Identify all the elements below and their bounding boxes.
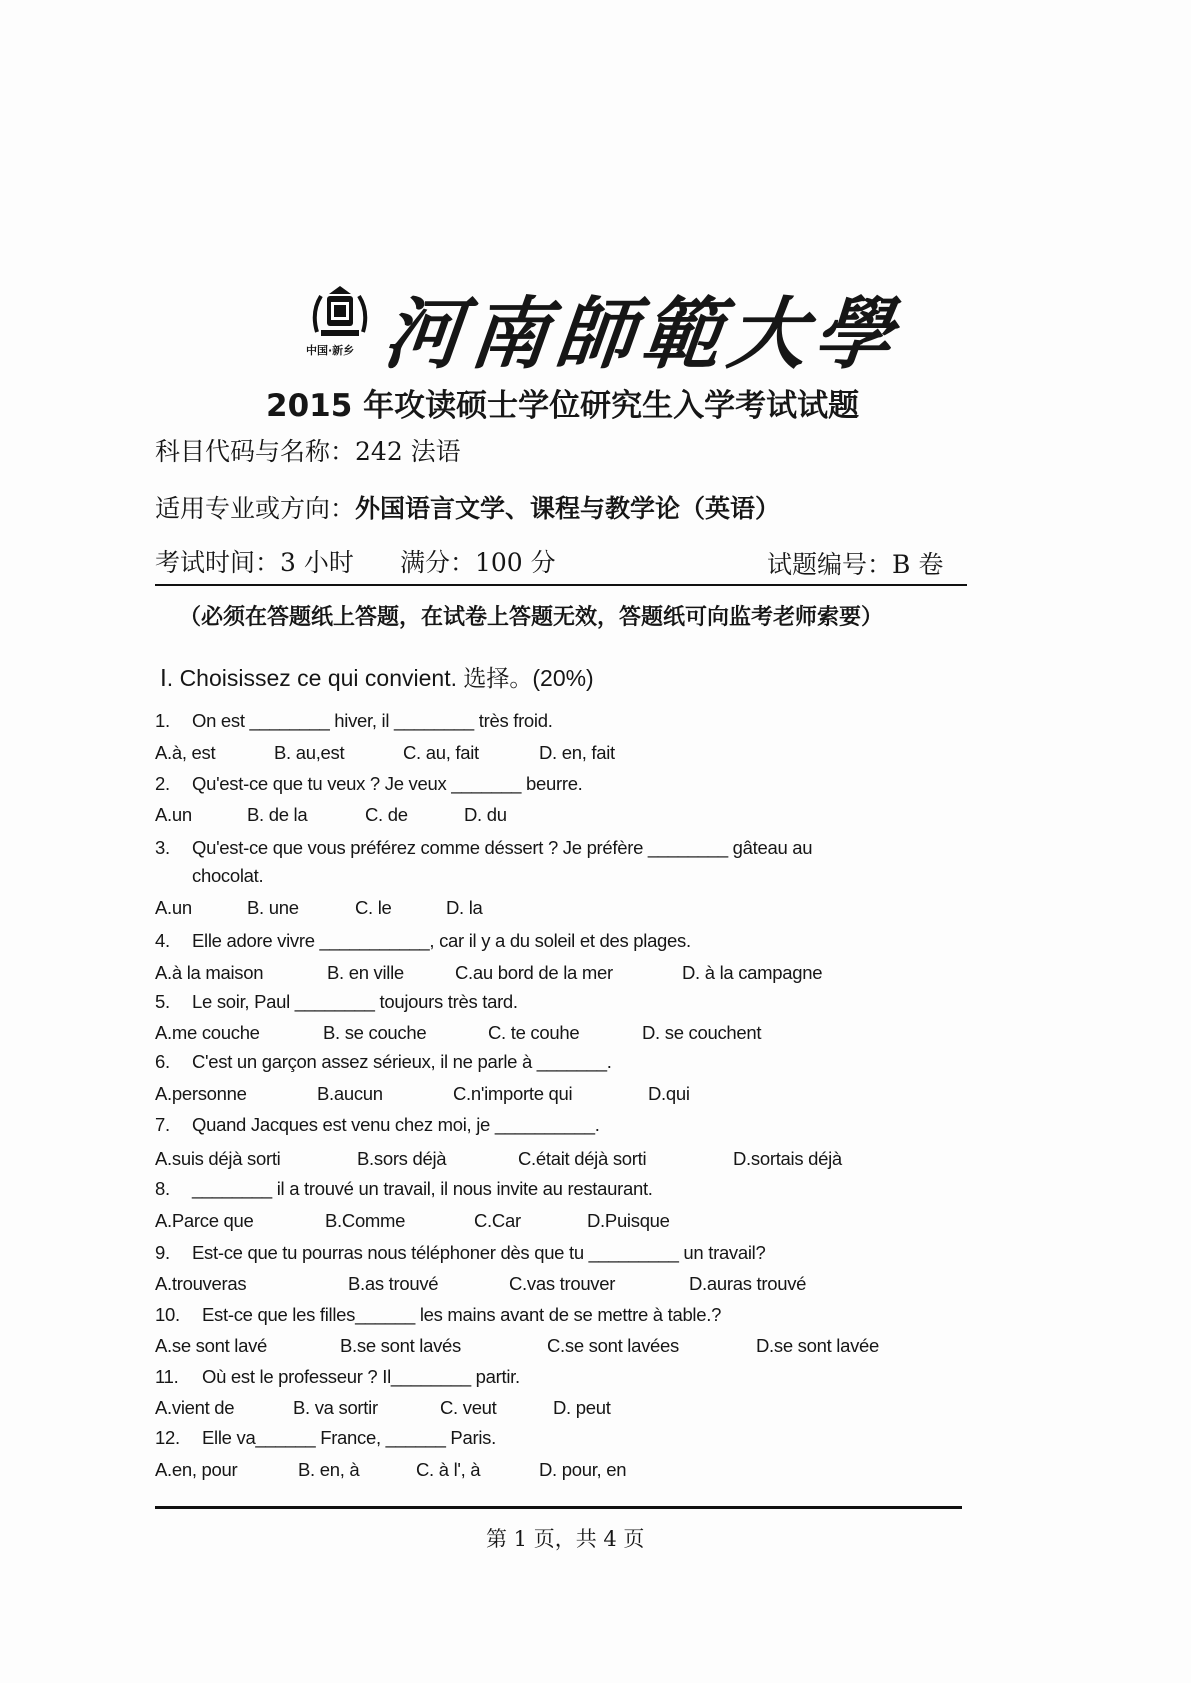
option-c: C.au bord de la mer [455,962,613,983]
option-a: A.un [155,804,192,825]
header-divider [155,584,967,586]
option-b: B. au,est [274,742,345,763]
option-b: B.se sont lavés [340,1335,461,1356]
option-c: C. le [355,897,392,918]
answer-sheet-notice: （必须在答题纸上答题，在试卷上答题无效，答题纸可向监考老师索要） [179,605,884,630]
option-b: B. une [247,897,299,918]
major-value: 外国语言文学、课程与教学论（英语） [355,494,781,523]
option-b: B.aucun [317,1083,383,1104]
subject-line [155,432,461,468]
question-number: 8. [155,1178,170,1199]
question-number: 4. [155,930,170,951]
option-d: D.auras trouvé [689,1273,807,1294]
question-number: 12. [155,1427,180,1448]
option-c: C.Car [474,1210,521,1231]
option-b: B.Comme [325,1210,406,1231]
footer-divider [155,1506,962,1509]
option-d: D.sortais déjà [733,1148,842,1169]
question-number: 3. [155,837,170,858]
option-d: D.qui [648,1083,690,1104]
logo-caption: 中国·新乡 [306,344,355,357]
option-c: C.était déjà sorti [518,1148,647,1169]
option-a: A.Parce que [155,1210,254,1231]
option-a: A.me couche [155,1022,260,1043]
option-a: A.à la maison [155,962,264,983]
option-b: B. se couche [323,1022,427,1043]
option-c: C. te couhe [488,1022,580,1043]
question-text: Elle adore vivre ___________, car il y a du soleil et des plages. [192,930,691,951]
question-text: ________ il a trouvé un travail, il nous invite au restaurant. [192,1178,653,1199]
question-number: 10. [155,1304,180,1325]
option-c: C. à l', à [416,1459,481,1480]
question-text: Le soir, Paul ________ toujours très tard. [192,991,518,1012]
question-number: 1. [155,710,170,731]
option-c: C. veut [440,1397,497,1418]
option-c: C.se sont lavées [547,1335,679,1356]
option-d: D.se sont lavée [756,1335,880,1356]
option-b: B. de la [247,804,308,825]
question-text: Quand Jacques est venu chez moi, je __________. [192,1114,600,1135]
option-a: A.un [155,897,192,918]
option-c: C.n'importe qui [453,1083,573,1104]
question-text: Est-ce que tu pourras nous téléphoner dès que tu _________ un travail? [192,1242,766,1263]
question-number: 5. [155,991,170,1012]
option-d: D. en, fait [539,742,615,763]
question-text: Est-ce que les filles______ les mains avant de se mettre à table.? [202,1304,722,1325]
option-b: B.sors déjà [357,1148,447,1169]
option-d: D. pour, en [539,1459,627,1480]
option-d: D. à la campagne [682,962,823,983]
option-a: A.vient de [155,1397,235,1418]
paper-label: 试题编号：B 卷 [767,550,944,579]
option-d: D. se couchent [642,1022,762,1043]
option-d: D. peut [553,1397,611,1418]
university-seal-icon [309,282,371,344]
major-label: 适用专业或方向： [155,494,356,523]
exam-title: 2015 年攻读硕士学位研究生入学考试试题 [266,388,860,424]
option-b: B. en, à [298,1459,360,1480]
option-d: D. la [446,897,483,918]
subject-value: 242 法语 [355,437,461,466]
option-a: A.personne [155,1083,247,1104]
option-b: B. en ville [327,962,404,983]
subject-label: 科目代码与名称： [155,437,356,466]
university-name-logo: 河南師範大學 [379,289,906,380]
option-a: A.suis déjà sorti [155,1148,281,1169]
section-title: Ⅰ. Choisissez ce qui convient. 选择。(20%) [160,665,594,691]
score-label: 满分：100 分 [400,548,556,577]
question-text: On est ________ hiver, il ________ très froid. [192,710,553,731]
major-line [155,489,780,525]
question-text: Où est le professeur ? Il________ partir. [202,1366,520,1387]
question-number: 7. [155,1114,170,1135]
question-number: 6. [155,1051,170,1072]
option-a: A.se sont lavé [155,1335,268,1356]
question-text: Qu'est-ce que tu veux ? Je veux _______ beurre. [192,773,583,794]
question-text: C'est un garçon assez sérieux, il ne parle à _______. [192,1051,612,1072]
option-b: B.as trouvé [348,1273,439,1294]
option-c: C. au, fait [403,742,479,763]
question-text-continued: chocolat. [192,865,264,886]
option-b: B. va sortir [293,1397,378,1418]
option-d: D.Puisque [587,1210,670,1231]
option-d: D. du [464,804,507,825]
question-number: 9. [155,1242,170,1263]
option-a: A.en, pour [155,1459,238,1480]
question-text: Elle va______ France, ______ Paris. [202,1427,496,1448]
option-a: A.à, est [155,742,216,763]
time-label: 考试时间：3 小时 [155,548,354,577]
option-a: A.trouveras [155,1273,247,1294]
page-number: 第 1 页，共 4 页 [486,1527,645,1551]
question-number: 11. [155,1366,179,1387]
question-text: Qu'est-ce que vous préférez comme déssert ? Je préfère ________ gâteau au [192,837,813,858]
question-number: 2. [155,773,170,794]
option-c: C.vas trouver [509,1273,616,1294]
option-c: C. de [365,804,408,825]
